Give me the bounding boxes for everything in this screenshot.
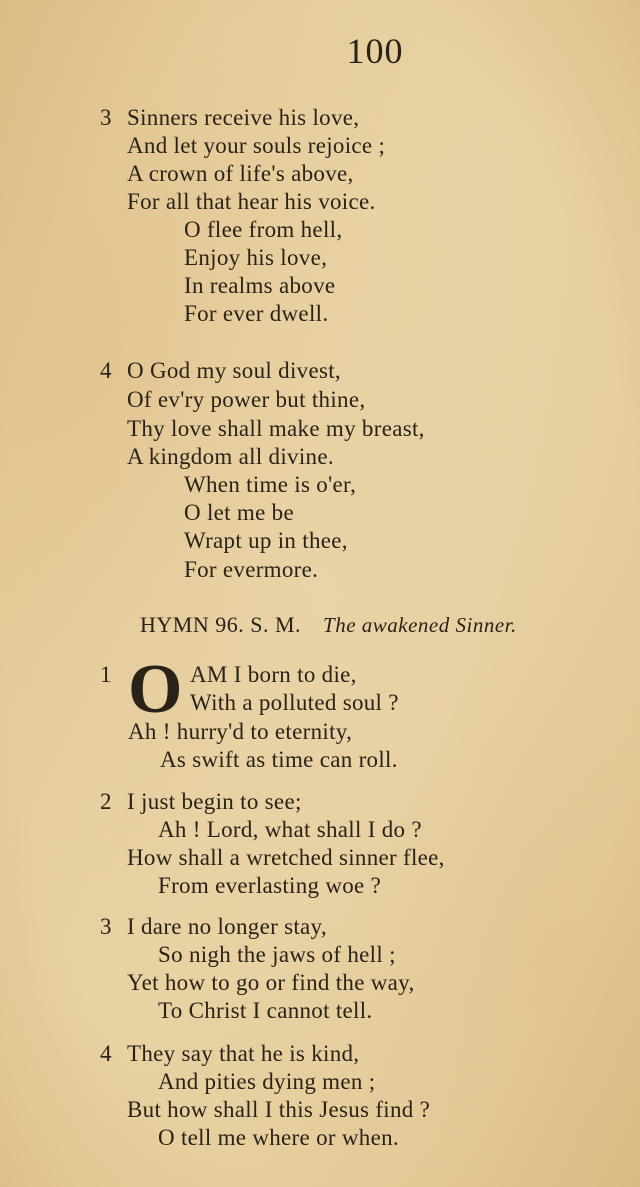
stanza-number: 4: [100, 1041, 112, 1066]
verse-line: For ever dwell.: [184, 301, 329, 326]
stanza-number: 3: [100, 914, 112, 939]
verse-line: Yet how to go or find the way,: [127, 970, 415, 995]
verse-line: With a polluted soul ?: [190, 690, 399, 715]
drop-cap: O: [128, 651, 183, 728]
hymn-number-meter: HYMN 96. S. M.: [140, 612, 302, 637]
stanza-number: 4: [100, 358, 112, 383]
verse-line: How shall a wretched sinner flee,: [127, 845, 445, 870]
hymn-heading: [140, 612, 517, 638]
verse-line: From everlasting woe ?: [158, 873, 382, 898]
verse-line: Of ev'ry power but thine,: [127, 387, 366, 412]
verse-line: For evermore.: [184, 557, 319, 582]
verse-line: Ah ! Lord, what shall I do ?: [158, 817, 422, 842]
verse-line: I just begin to see;: [127, 789, 302, 814]
verse-line: A crown of life's above,: [127, 161, 354, 186]
verse-line: To Christ I cannot tell.: [158, 998, 373, 1023]
verse-line: And let your souls rejoice ;: [127, 133, 386, 158]
verse-line: O tell me where or when.: [158, 1125, 399, 1150]
verse-line: Ah ! hurry'd to eternity,: [128, 719, 353, 744]
verse-line: And pities dying men ;: [158, 1069, 376, 1094]
stanza-number: 2: [100, 789, 112, 814]
verse-line: They say that he is kind,: [127, 1041, 360, 1066]
verse-line: So nigh the jaws of hell ;: [158, 942, 396, 967]
verse-line: Sinners receive his love,: [127, 105, 360, 130]
verse-line: O God my soul divest,: [127, 358, 341, 383]
stanza-number: 3: [100, 105, 112, 130]
verse-line: Enjoy his love,: [184, 245, 328, 270]
verse-line: When time is o'er,: [184, 472, 357, 497]
verse-line: Wrapt up in thee,: [184, 528, 348, 553]
hymn-title: The awakened Sinner.: [323, 613, 517, 637]
page-number: 100: [346, 31, 404, 71]
verse-line: Thy love shall make my breast,: [127, 416, 425, 441]
verse-line: For all that hear his voice.: [127, 189, 376, 214]
verse-line: A kingdom all divine.: [127, 444, 334, 469]
verse-line: AM I born to die,: [190, 662, 357, 687]
verse-line: I dare no longer stay,: [127, 914, 327, 939]
verse-line: As swift as time can roll.: [160, 747, 398, 772]
stanza-number: 1: [100, 662, 112, 687]
verse-line: O flee from hell,: [184, 217, 343, 242]
verse-line: O let me be: [184, 500, 294, 525]
verse-line: But how shall I this Jesus find ?: [127, 1097, 431, 1122]
verse-line: In realms above: [184, 273, 336, 298]
